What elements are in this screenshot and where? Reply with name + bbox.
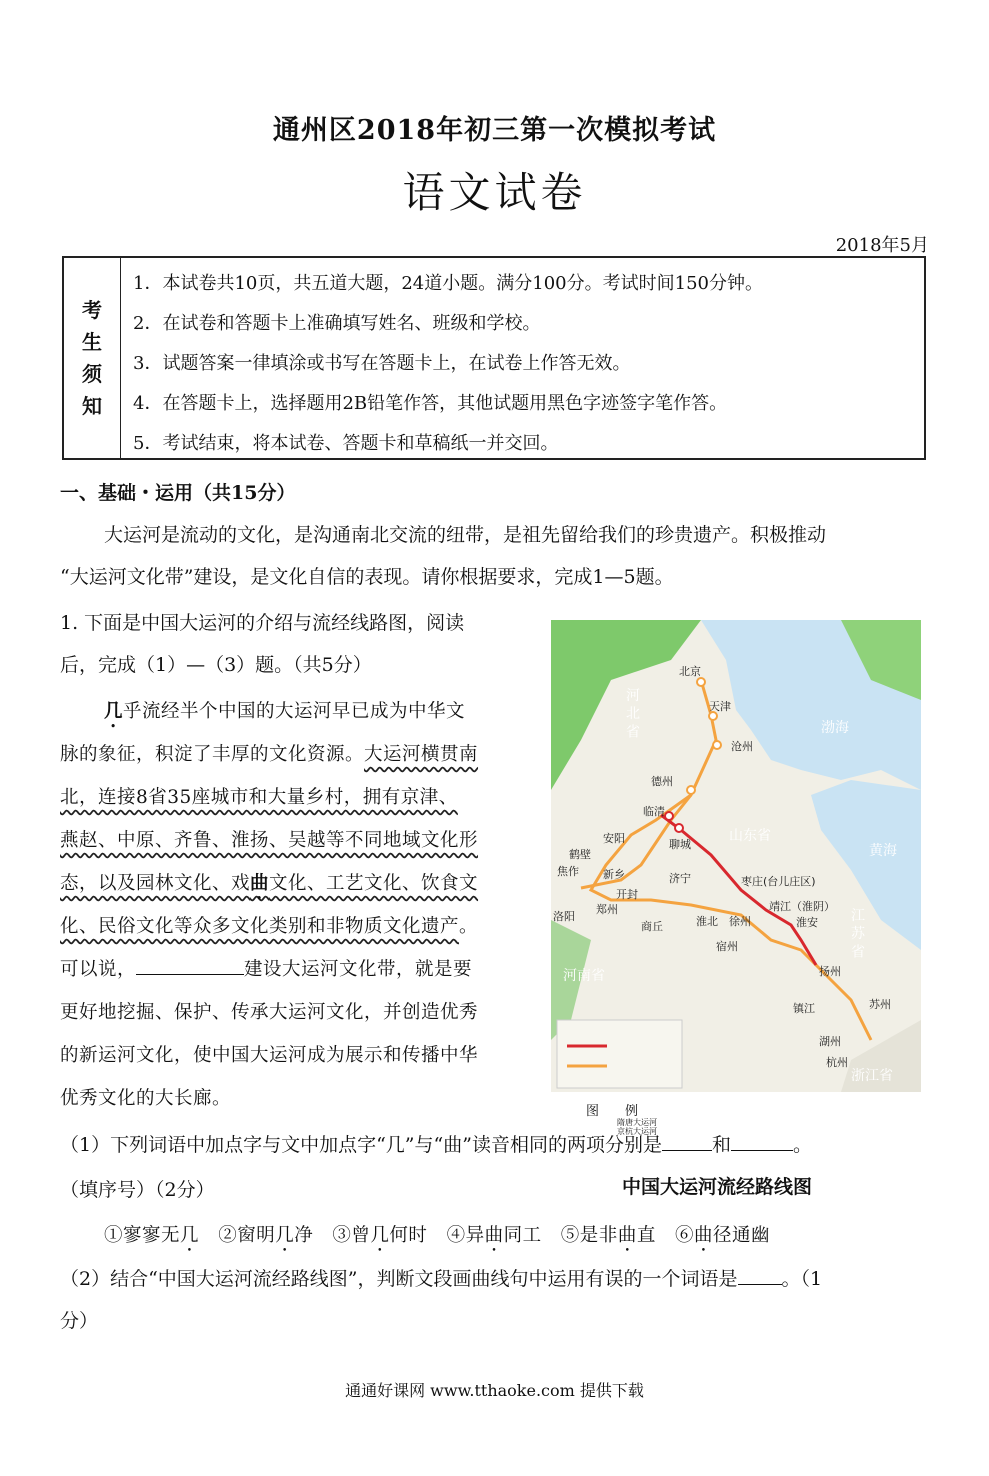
notice-item: 2．在试卷和答题卡上准确填写姓名、班级和学校。 <box>133 313 541 334</box>
sub-question-2 <box>60 1258 822 1300</box>
city-label: 枣庄(台儿庄区) <box>741 875 816 888</box>
notice-item: 3．试题答案一律填涂或书写在答题卡上，在试卷上作答无效。 <box>133 353 631 374</box>
notice-item: 1．本试卷共10页，共五道大题，24道小题。满分100分。考试时间150分钟。 <box>133 273 763 294</box>
option-text: ⑤是非 <box>560 1225 618 1246</box>
city-label: 杭州 <box>826 1056 848 1069</box>
option-list <box>104 1214 770 1257</box>
answer-blank[interactable] <box>136 956 244 975</box>
wavy-underlined-text: 燕赵、中原、齐鲁、淮扬、吴越等不同地域文化形 <box>60 830 479 851</box>
sub-question-text: 。 <box>792 1134 812 1156</box>
canal-route-map <box>551 620 921 1092</box>
city-label: 焦作 <box>557 865 579 878</box>
answer-blank[interactable] <box>738 1266 782 1285</box>
province-label: 浙江省 <box>851 1068 893 1084</box>
city-label: 宿州 <box>716 940 738 953</box>
city-label: 聊城 <box>669 838 691 851</box>
option-text: ③曾 <box>332 1225 371 1246</box>
dotted-char: 几 <box>104 701 124 722</box>
passage-text: 脉的象征，积淀了丰厚的文化资源。 <box>60 744 365 765</box>
passage-line <box>104 690 465 733</box>
passage-text: 。 <box>459 916 479 937</box>
option-item <box>332 1225 427 1246</box>
notice-items <box>121 258 924 458</box>
city-label: 郑州 <box>596 903 618 916</box>
section-heading: 一、基础・运用（共15分） <box>60 482 296 504</box>
wavy-underlined-text <box>60 862 478 905</box>
passage-line: 的新运河文化，使中国大运河成为展示和传播中华 <box>60 1045 479 1066</box>
passage-line <box>60 905 478 948</box>
page-footer: 通通好课网 www.tthaoke.com 提供下载 <box>345 1381 644 1400</box>
city-label: 靖江（淮阴） <box>769 900 835 913</box>
sub-question-2-points: 分） <box>60 1310 99 1332</box>
dotted-char: 曲 <box>484 1225 504 1246</box>
option-item <box>447 1225 542 1246</box>
sub-question-text: 和 <box>711 1134 731 1156</box>
notice-item: 4．在答题卡上，选择题用2B铅笔作答，其他试题用黑色字迹签字笔作答。 <box>133 393 728 414</box>
city-label: 湖州 <box>819 1035 841 1048</box>
city-label: 淮安 <box>796 916 818 929</box>
sub-question-text: （1）下列词语中加点字与文中加点字“几”与“曲”读音相同的两项分别是 <box>60 1134 662 1156</box>
passage-text: 文化、工艺文化、饮食文 <box>269 873 479 894</box>
option-text: 净 <box>294 1225 314 1246</box>
city-label: 天津 <box>709 700 731 713</box>
sub-question-text: 。（1 <box>781 1268 823 1290</box>
option-text: 直 <box>636 1225 656 1246</box>
option-text: 径通幽 <box>713 1225 771 1246</box>
sea-label: 黄海 <box>869 843 897 859</box>
city-label: 淮北 <box>696 915 718 928</box>
dotted-char: 曲 <box>617 1225 637 1246</box>
province-label: 江苏省 <box>851 908 865 961</box>
dotted-char: 几 <box>180 1225 200 1246</box>
city-label: 徐州 <box>729 915 751 928</box>
city-label: 沧州 <box>731 740 753 753</box>
sub-question-1-points: （填序号）（2分） <box>60 1179 215 1201</box>
city-label: 苏州 <box>869 998 891 1011</box>
notice-label <box>64 258 121 458</box>
map-legend-label: 图 例 <box>586 1104 639 1119</box>
section-intro-line: 大运河是流动的文化，是沟通南北交流的纽带，是祖先留给我们的珍贵遗产。积极推动 <box>104 524 827 546</box>
passage-line: 更好地挖掘、保护、传承大运河文化，并创造优秀 <box>60 1002 479 1023</box>
option-item <box>104 1225 199 1246</box>
passage-line <box>60 733 478 776</box>
option-text: ⑥ <box>675 1225 695 1246</box>
exam-date: 2018年5月 <box>835 235 929 256</box>
answer-blank[interactable] <box>662 1132 712 1151</box>
sub-question-1 <box>60 1124 812 1166</box>
option-item <box>675 1225 770 1246</box>
dotted-char: 几 <box>370 1225 390 1246</box>
notice-item: 5．考试结束，将本试卷、答题卡和草稿纸一并交回。 <box>133 433 559 454</box>
notice-label-char: 知 <box>82 394 102 418</box>
passage-text: 建设大运河文化带，就是要 <box>244 959 473 980</box>
city-label: 北京 <box>679 665 701 678</box>
dotted-char: 曲 <box>694 1225 714 1246</box>
question-stem: 1. 下面是中国大运河的介绍与流经线路图，阅读 <box>60 612 465 634</box>
province-label: 山东省 <box>729 828 771 844</box>
city-label: 德州 <box>651 775 673 788</box>
province-label: 河南省 <box>563 968 605 984</box>
city-label: 扬州 <box>819 965 841 978</box>
passage-text: 态，以及园林文化、戏 <box>60 873 251 894</box>
sea-label: 渤海 <box>821 720 849 736</box>
map-legend-small: 隋唐大运河 京杭大运河 <box>617 1118 657 1136</box>
dotted-char: 曲 <box>250 873 270 894</box>
city-label: 开封 <box>616 888 638 901</box>
wavy-underlined-text: 北，连接8省35座城市和大量乡村，拥有京津、 <box>60 787 458 808</box>
exam-title: 通州区2018年初三第一次模拟考试 <box>272 115 717 146</box>
city-label: 安阳 <box>603 832 625 845</box>
city-label: 镇江 <box>793 1002 815 1015</box>
city-label: 济宁 <box>669 872 691 885</box>
option-item <box>218 1225 313 1246</box>
city-label: 新乡 <box>603 868 625 881</box>
map-legend-box <box>557 1020 682 1088</box>
answer-blank[interactable] <box>731 1132 793 1151</box>
notice-label-char: 生 <box>82 330 102 354</box>
option-text: 同工 <box>503 1225 542 1246</box>
city-label: 临清 <box>643 805 665 818</box>
passage-line <box>60 948 472 991</box>
option-text: ②窗明 <box>218 1225 276 1246</box>
notice-label-char: 考 <box>82 298 102 322</box>
passage-line: 优秀文化的大长廊。 <box>60 1088 232 1109</box>
question-stem: 后，完成（1）—（3）题。（共5分） <box>60 654 372 676</box>
passage-text: 乎流经半个中国的大运河早已成为中华文 <box>123 701 466 722</box>
candidate-notice-box <box>62 256 926 460</box>
sub-question-text: （2）结合“中国大运河流经路线图”，判断文段画曲线句中运用有误的一个词语是 <box>60 1268 738 1290</box>
option-text: ①寥寥无 <box>104 1225 181 1246</box>
dotted-char: 几 <box>275 1225 295 1246</box>
passage-text: 可以说， <box>60 959 137 980</box>
city-label: 商丘 <box>641 920 663 933</box>
section-intro-line: “大运河文化带”建设，是文化自信的表现。请你根据要求，完成1—5题。 <box>60 566 674 588</box>
option-text: ④异 <box>446 1225 485 1246</box>
map-caption: 中国大运河流经路线图 <box>622 1176 813 1198</box>
province-label: 河北省 <box>626 688 640 741</box>
wavy-underlined-text: 化、民俗文化等众多文化类别和非物质文化遗产 <box>60 916 460 937</box>
city-label: 洛阳 <box>553 910 575 923</box>
city-label: 鹤壁 <box>569 848 591 861</box>
option-text: 何时 <box>389 1225 428 1246</box>
subject-title: 语文试卷 <box>402 168 587 217</box>
notice-label-char: 须 <box>82 362 102 386</box>
option-item <box>561 1225 656 1246</box>
map-graphic <box>551 620 921 1092</box>
wavy-underlined-text: 大运河横贯南 <box>364 744 479 765</box>
